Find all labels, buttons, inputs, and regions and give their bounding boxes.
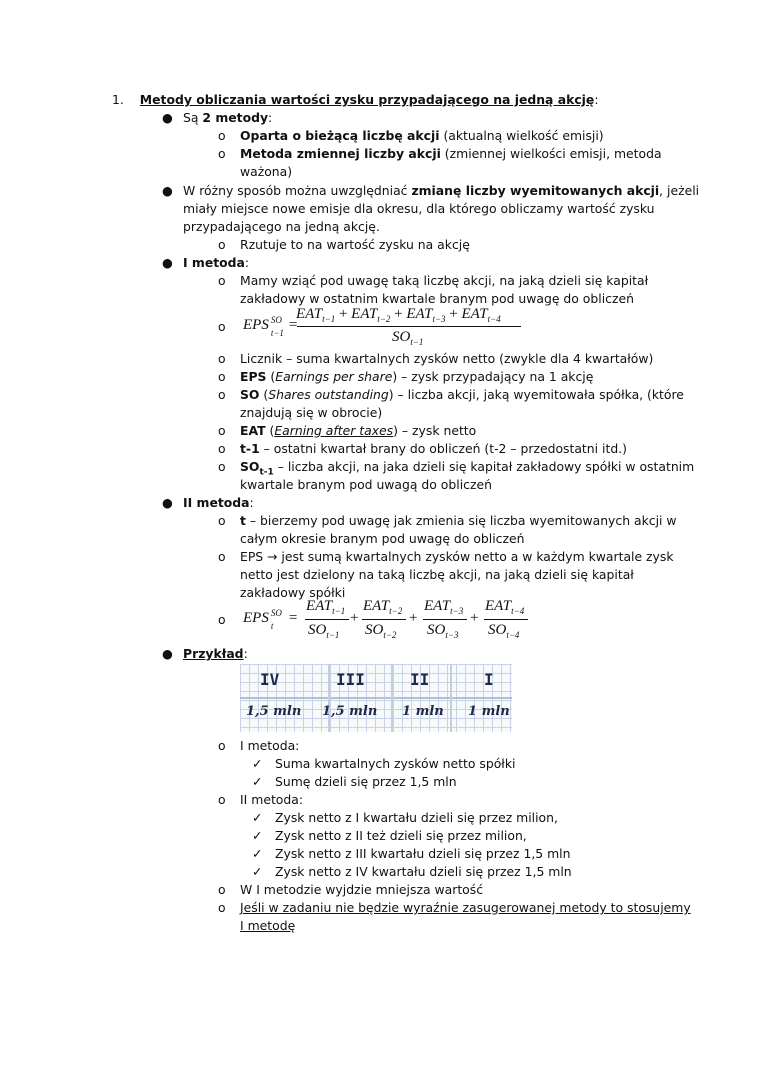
eps2-line2: netto jest dzielony na taką liczbę akcji, na jaką dzieli się kapitał	[240, 567, 634, 582]
f2-line-3	[423, 619, 467, 620]
bullet-two-methods	[183, 109, 272, 127]
m1a-line1: Mamy wziąć pod uwagę taką liczbę akcji, na jaką dzieli się kapitał	[240, 273, 649, 288]
example-smaller: W I metodzie wyjdzie mniejsza wartość	[240, 882, 484, 897]
f1-eps: EPS	[243, 317, 269, 333]
circle-bullet-icon: o	[218, 387, 226, 402]
eat-def: – zysk netto	[397, 423, 477, 438]
example-label: Przykład	[183, 646, 244, 661]
circle-bullet-icon: o	[218, 273, 226, 288]
f2-lhs: EPS SO t =	[243, 608, 298, 631]
example-i-check-1: Suma kwartalnych zysków netto spółki	[275, 756, 516, 771]
heading	[112, 91, 599, 109]
circle-bullet-icon: o	[218, 792, 226, 807]
so-item: SO (Shares outstanding) – liczba akcji, jaką wyemitowała spółka, (które	[240, 387, 684, 402]
f1-numerator: $EAT_{t-1} + EAT_{t-2} + EAT_{t-3} + EAT_{t-4}$	[296, 306, 501, 324]
check-icon: ✓	[252, 828, 263, 843]
circle-bullet-icon: o	[218, 549, 226, 564]
b1-bold: 2 metody	[202, 110, 269, 125]
sot1-line2: kwartale branym pod uwagą do obliczeń	[240, 477, 492, 492]
f2-den-1: $SO_{t-1}$	[308, 622, 340, 640]
example-i-title: I metoda:	[240, 738, 300, 753]
f2-num-1: $EAT_{t-1}$	[306, 598, 346, 616]
so-term: SO	[240, 387, 260, 402]
m2h-colon: :	[249, 495, 254, 510]
circle-bullet-icon: o	[218, 423, 226, 438]
f1-so-sup: SO	[270, 315, 282, 325]
f1-lhs: EPS SO t−1 =	[243, 316, 297, 334]
b2-bold: zmianę liczby wyemitowanych akcji	[411, 183, 660, 198]
heading-colon: :	[594, 92, 599, 107]
heading-text: Metody obliczania wartości zysku przypadającego na jedną akcję	[139, 92, 595, 107]
grid-shares-2: 1 mln	[402, 704, 444, 719]
m2-line2: ważona)	[240, 164, 293, 179]
grid-quarter-4: IV	[260, 670, 280, 689]
f2-line-2	[362, 619, 406, 620]
eat-expansion: Earning after taxes	[274, 423, 394, 438]
m1-bold: Oparta o bieżącą liczbę akcji	[240, 128, 440, 143]
b1-pre: Są	[183, 110, 203, 125]
m1a-line2: zakładowy w ostatnim kwartale branym pod uwagę do obliczeń	[240, 291, 634, 306]
f2-plus-3: +	[470, 610, 479, 626]
t1-item	[240, 440, 627, 458]
f1-denominator: $SO_{t-1}$	[392, 329, 424, 347]
eps-def: – zysk przypadający na 1 akcję	[397, 369, 594, 384]
example-heading	[183, 645, 248, 663]
eat-term: EAT	[240, 423, 266, 438]
eps-term: EPS	[240, 369, 267, 384]
so-line2: znajdują się w obrocie)	[240, 405, 383, 420]
m2-post: (zmiennej wielkości emisji, metoda	[440, 146, 662, 161]
t-item	[240, 512, 677, 530]
circle-bullet-icon: o	[218, 146, 226, 161]
t1-term: t-1	[240, 441, 260, 456]
grid-quarter-3: III	[336, 670, 365, 689]
check-icon: ✓	[252, 810, 263, 825]
circle-bullet-icon: o	[218, 128, 226, 143]
bullet-icon: ●	[162, 646, 173, 661]
eat-item: EAT (Earning after taxes) – zysk netto	[240, 423, 477, 438]
eps-item: EPS (Earnings per share) – zysk przypadający na 1 akcję	[240, 369, 594, 384]
method-2-item	[240, 145, 662, 163]
b2-sub: Rzutuje to na wartość zysku na akcję	[240, 237, 470, 252]
f1-sub: t−1	[270, 328, 284, 338]
m2-bold: Metoda zmiennej liczby akcji	[240, 146, 441, 161]
f2-plus-2: +	[409, 610, 418, 626]
grid-quarter-2: II	[410, 670, 430, 689]
sot1-def: – liczba akcji, na jaka dzieli się kapitał zakładowy spółki w ostatnim	[273, 459, 695, 474]
grid-quarter-1: I	[484, 670, 494, 689]
t-def: – bierzemy pod uwagę jak zmienia się liczba wyemitowanych akcji w	[245, 513, 677, 528]
f2-num-2: $EAT_{t-2}$	[363, 598, 403, 616]
t-line2: całym okresie branym pod uwagę do obliczeń	[240, 531, 525, 546]
method-1-item	[240, 127, 604, 145]
m2h-bold: II metoda	[183, 495, 250, 510]
example-ii-check-2: Zysk netto z II też dzieli się przez milion,	[275, 828, 527, 843]
heading-number: 1.	[112, 92, 124, 107]
circle-bullet-icon: o	[218, 513, 226, 528]
method-2-heading	[183, 494, 254, 512]
f2-num-3: $EAT_{t-3}$	[424, 598, 464, 616]
example-advice-line1: Jeśli w zadaniu nie będzie wyraźnie zasugerowanej metody to stosujemy	[240, 900, 691, 915]
f2-den-3: $SO_{t-3}$	[427, 622, 459, 640]
t1-def: – ostatni kwartał brany do obliczeń (t-2 – przedostatni itd.)	[259, 441, 627, 456]
circle-bullet-icon: o	[218, 612, 226, 627]
b2-line3: przypadającego na jedną akcję.	[183, 219, 380, 234]
sot1-term: SO	[240, 459, 260, 474]
licznik-item: Licznik – suma kwartalnych zysków netto (zwykle dla 4 kwartałów)	[240, 351, 654, 366]
f2-line-1	[305, 619, 349, 620]
f2-num-4: $EAT_{t-4}$	[485, 598, 525, 616]
m1-post: (aktualną wielkość emisji)	[439, 128, 604, 143]
example-advice-line2: I metodę	[240, 918, 296, 933]
b2-pre: W różny sposób można uwzględniać	[183, 183, 412, 198]
check-icon: ✓	[252, 864, 263, 879]
bullet-icon: ●	[162, 495, 173, 510]
circle-bullet-icon: o	[218, 319, 226, 334]
circle-bullet-icon: o	[218, 738, 226, 753]
circle-bullet-icon: o	[218, 237, 226, 252]
t-term: t	[240, 513, 246, 528]
f2-line-4	[484, 619, 528, 620]
m1h-colon: :	[244, 255, 250, 270]
so-expansion: Shares outstanding	[268, 387, 389, 402]
grid-shares-4: 1,5 mln	[246, 704, 302, 719]
circle-bullet-icon: o	[218, 882, 226, 897]
check-icon: ✓	[252, 774, 263, 789]
circle-bullet-icon: o	[218, 369, 226, 384]
f2-den-4: $SO_{t-4}$	[488, 622, 520, 640]
bullet-change	[183, 182, 699, 200]
grid-shares-3: 1,5 mln	[322, 704, 378, 719]
bullet-icon: ●	[162, 183, 173, 198]
bullet-icon: ●	[162, 110, 173, 125]
b2-line2: miały miejsce nowe emisje dla okresu, dla którego obliczamy wartość zysku	[183, 201, 655, 216]
example-ii-check-4: Zysk netto z IV kwartału dzieli się przez 1,5 mln	[275, 864, 572, 879]
method-1-heading	[183, 254, 249, 272]
example-ii-title: II metoda:	[240, 792, 304, 807]
b1-post: :	[268, 110, 273, 125]
grid-shares-1: 1 mln	[468, 704, 510, 719]
eps2-item: EPS → jest sumą kwartalnych zysków netto a w każdym kwartale zysk	[240, 549, 674, 564]
example-colon: :	[243, 646, 248, 661]
so-def: – liczba akcji, jaką wyemitowała spółka, (które	[393, 387, 684, 402]
circle-bullet-icon: o	[218, 351, 226, 366]
m1h-bold: I metoda	[183, 255, 245, 270]
circle-bullet-icon: o	[218, 441, 226, 456]
f1-fraction-line	[297, 326, 521, 327]
f2-plus-1: +	[350, 610, 359, 626]
f2-den-2: $SO_{t-2}$	[365, 622, 397, 640]
example-ii-check-3: Zysk netto z III kwartału dzieli się przez 1,5 mln	[275, 846, 571, 861]
b2-post: , jeżeli	[659, 183, 700, 198]
circle-bullet-icon: o	[218, 900, 226, 915]
bullet-icon: ●	[162, 255, 173, 270]
eps-expansion: Earnings per share	[275, 369, 393, 384]
check-icon: ✓	[252, 846, 263, 861]
circle-bullet-icon: o	[218, 459, 226, 474]
example-ii-check-1: Zysk netto z I kwartału dzieli się przez milion,	[275, 810, 558, 825]
handwritten-grid-image	[240, 664, 512, 732]
eps2-line3: zakładowy spółki	[240, 585, 346, 600]
sot1-sub: t-1	[259, 467, 274, 478]
example-i-check-2: Sumę dzieli się przez 1,5 mln	[275, 774, 457, 789]
check-icon: ✓	[252, 756, 263, 771]
